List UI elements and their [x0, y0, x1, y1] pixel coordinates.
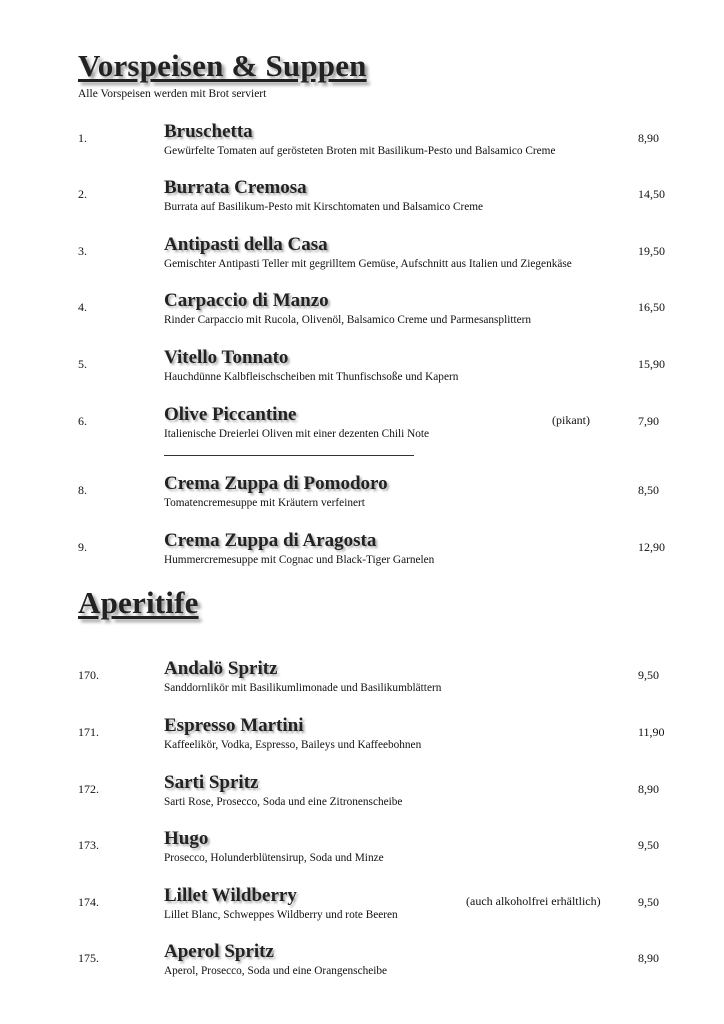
item-number: 9.	[78, 540, 87, 554]
menu-item	[0, 941, 724, 994]
item-description: Kaffeelikör, Vodka, Espresso, Baileys und Kaffeebohnen	[164, 739, 422, 751]
item-name: Crema Zuppa di Pomodoro	[164, 473, 388, 494]
item-note: (auch alkoholfrei erhältlich)	[466, 894, 601, 908]
menu-item	[0, 772, 724, 825]
item-price: 8,90	[638, 782, 659, 796]
item-name: Espresso Martini	[164, 715, 304, 736]
item-price: 8,90	[638, 131, 659, 145]
section-subtitle: Alle Vorspeisen werden mit Brot serviert	[78, 88, 267, 100]
item-price: 9,50	[638, 668, 659, 682]
item-name: Burrata Cremosa	[164, 177, 307, 198]
item-number: 8.	[78, 483, 87, 497]
item-name: Antipasti della Casa	[164, 234, 328, 255]
item-price: 9,50	[638, 895, 659, 909]
menu-item	[0, 658, 724, 711]
item-price: 11,90	[638, 725, 665, 739]
item-number: 6.	[78, 414, 87, 428]
item-name: Crema Zuppa di Aragosta	[164, 530, 377, 551]
item-name: Bruschetta	[164, 121, 253, 142]
item-price: 19,50	[638, 244, 665, 258]
menu-item	[0, 177, 724, 230]
item-name: Sarti Spritz	[164, 772, 259, 793]
item-name: Andalö Spritz	[164, 658, 278, 679]
item-number: 4.	[78, 300, 87, 314]
item-description: Hauchdünne Kalbfleischscheiben mit Thunfischsoße und Kapern	[164, 371, 459, 383]
item-price: 8,90	[638, 951, 659, 965]
item-description: Hummercremesuppe mit Cognac und Black-Tiger Garnelen	[164, 554, 435, 566]
menu-item	[0, 885, 724, 938]
section-title-vorspeisen: Vorspeisen & Suppen	[78, 48, 367, 83]
menu-item	[0, 530, 724, 583]
menu-item	[0, 404, 724, 457]
item-price: 8,50	[638, 483, 659, 497]
item-number: 170.	[78, 668, 99, 682]
item-description: Burrata auf Basilikum-Pesto mit Kirschtomaten und Balsamico Creme	[164, 201, 484, 213]
item-description: Rinder Carpaccio mit Rucola, Olivenöl, Balsamico Creme und Parmesansplittern	[164, 314, 532, 326]
item-name: Vitello Tonnato	[164, 347, 289, 368]
item-number: 171.	[78, 725, 99, 739]
item-price: 15,90	[638, 357, 665, 371]
item-name: Carpaccio di Manzo	[164, 290, 329, 311]
item-description: Sarti Rose, Prosecco, Soda und eine Zitronenscheibe	[164, 796, 403, 808]
item-price: 12,90	[638, 540, 665, 554]
item-description: Tomatencremesuppe mit Kräutern verfeinert	[164, 497, 365, 509]
item-price: 9,50	[638, 838, 659, 852]
item-description: Gewürfelte Tomaten auf gerösteten Broten mit Basilikum-Pesto und Balsamico Creme	[164, 145, 556, 157]
item-number: 174.	[78, 895, 99, 909]
item-description: Aperol, Prosecco, Soda und eine Orangenscheibe	[164, 965, 388, 977]
item-number: 5.	[78, 357, 87, 371]
item-price: 14,50	[638, 187, 665, 201]
item-number: 175.	[78, 951, 99, 965]
item-price: 7,90	[638, 414, 659, 428]
item-name: Lillet Wildberry	[164, 885, 297, 906]
item-name: Hugo	[164, 828, 209, 849]
item-description: Prosecco, Holunderblütensirup, Soda und Minze	[164, 852, 384, 864]
menu-item	[0, 828, 724, 881]
menu-item	[0, 121, 724, 174]
item-number: 1.	[78, 131, 87, 145]
section-title-aperitife: Aperitife	[78, 585, 199, 620]
menu-item	[0, 715, 724, 768]
item-number: 3.	[78, 244, 87, 258]
menu-item	[0, 347, 724, 400]
item-description: Lillet Blanc, Schweppes Wildberry und rote Beeren	[164, 909, 398, 921]
menu-item	[0, 473, 724, 526]
item-price: 16,50	[638, 300, 665, 314]
item-note: (pikant)	[552, 413, 590, 427]
item-name: Aperol Spritz	[164, 941, 274, 962]
item-description: Gemischter Antipasti Teller mit gegrilltem Gemüse, Aufschnitt aus Italien und Ziegenkäse	[164, 258, 572, 270]
item-number: 2.	[78, 187, 87, 201]
item-description: Italienische Dreierlei Oliven mit einer dezenten Chili Note	[164, 428, 430, 440]
item-description: Sanddornlikör mit Basilikumlimonade und Basilikumblättern	[164, 682, 442, 694]
item-number: 172.	[78, 782, 99, 796]
menu-item	[0, 234, 724, 287]
menu-item	[0, 290, 724, 343]
item-number: 173.	[78, 838, 99, 852]
item-name: Olive Piccantine	[164, 404, 297, 425]
